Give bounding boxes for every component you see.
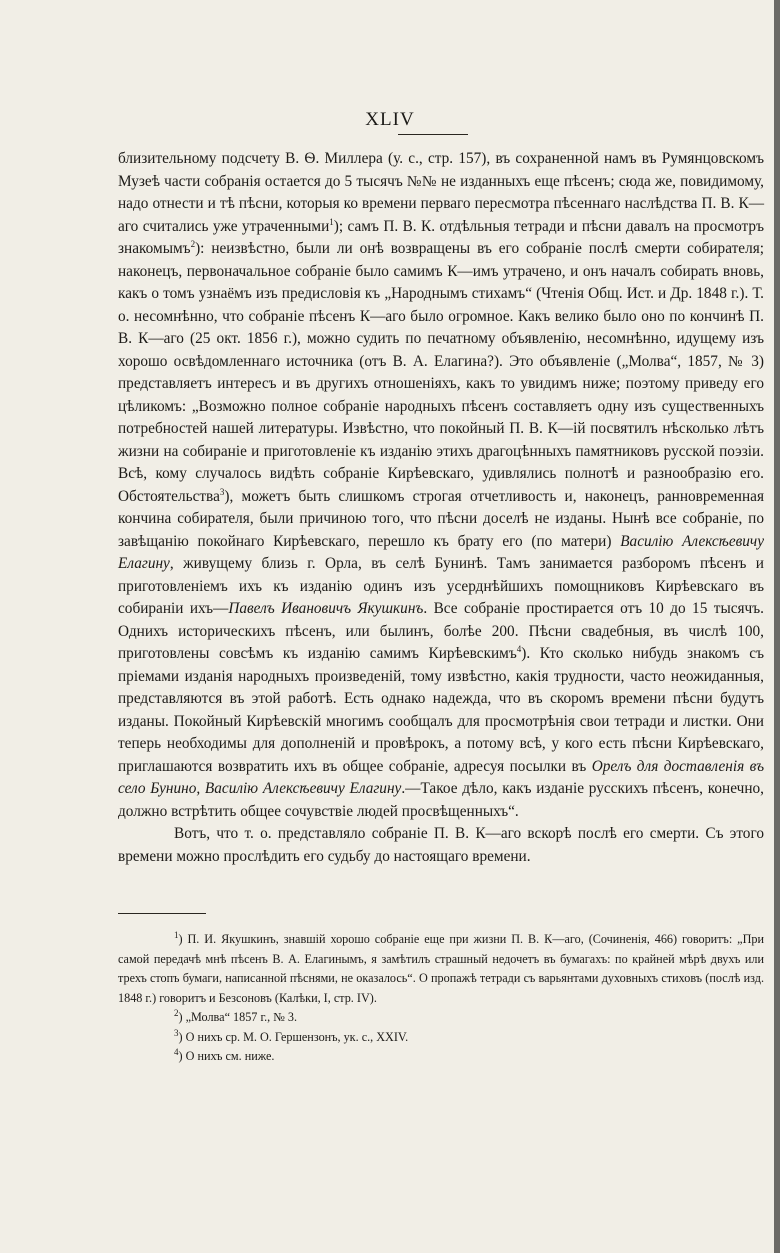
text-run: . Все собраніе простирается отъ 10 до 15 тысячъ. Однихъ историческихъ пѣсенъ, или былинъ, болѣе 200. Пѣсни свадебныя, въ числѣ 100, приготовлены совсѣмъ къ изданію самимъ Кирѣевскимъ — [118, 600, 764, 662]
text-run: близительному подсчету В. Ѳ. Миллера (у. с., стр. 157), въ сохраненной намъ въ Румянцовскомъ Музеѣ части собранія остается до 5 тысячъ №№ не изданныхъ еще пѣсенъ; сюда же, повидимому, надо отнести и тѣ пѣсни, которыя ко времени перваго пересмотра пѣсеннаго наслѣдства П. В. К—аго считались уже утраченными — [118, 150, 764, 235]
page-number: XLIV — [365, 109, 415, 130]
footnote-3 — [118, 1028, 764, 1048]
text-run: Вотъ, что т. о. представляло собраніе П. В. К—аго вскорѣ послѣ его смерти. Съ этого времени можно прослѣдить его судьбу до настоящаго времени. — [118, 825, 764, 865]
italic-name: Орелъ для доставленія въ село Бунино, Василію Алексѣевичу Елагину — [118, 757, 765, 797]
footnote-1-mark: 1 — [174, 929, 179, 940]
footnote-ref: 2 — [190, 238, 196, 249]
paragraph-1 — [118, 148, 764, 823]
italic-name: Василію Алексѣевичу Елагину — [118, 532, 765, 572]
footnote-4-mark: 4 — [174, 1046, 179, 1057]
binding-edge — [774, 0, 780, 1253]
text-run: , живущему близь г. Орла, въ селѣ Бунинѣ. Тамъ занимается разборомъ пѣсенъ и приготовленіемъ ихъ къ изданію одинъ изъ усерднѣйшихъ помощниковъ Кирѣевскаго въ собираніи ихъ— — [118, 555, 764, 617]
text-run: .—Такое дѣло, какъ изданіе русскихъ пѣсенъ, конечно, должно встрѣтить общее сочувствіе людей просвѣщенныхъ“. — [118, 780, 764, 820]
footnote-2-mark: 2 — [174, 1007, 179, 1018]
footnote-ref: 1 — [329, 216, 334, 227]
footnote-3-mark: 3 — [174, 1027, 179, 1038]
text-run: ): неизвѣстно, были ли онѣ возвращены въ его собраніе послѣ смерти собирателя; наконецъ, первоначальное собраніе было самимъ К—имъ утрачено, и онъ началъ собирать вновь, какъ о томъ узнаёмъ изъ предисловія къ „Народнымъ стихамъ“ (Чтенія Общ. Ист. и Др. 1848 г.). Т. о. несомнѣнно, что собраніе пѣсенъ К—аго было огромное. Какъ велико было оно по кончинѣ П. В. К—аго (25 окт. 1856 г.), можно судить по печатному объявленію, несомнѣнно, идущему изъ хорошо освѣдомленнаго источника (отъ В. А. Елагина?). Это объявленіе („Молва“, 1857, № 3) представляетъ интересъ и въ другихъ отношеніяхъ, какъ то увидимъ ниже; поэтому приведу его цѣликомъ: „Возможно полное собраніе народныхъ пѣсенъ составляетъ одну изъ существенныхъ потребностей нашей литературы. Извѣстно, что покойный П. В. К—ій посвятилъ нѣсколько лѣтъ жизни на собираніе и приготовленіе къ изданію этихъ драгоцѣнныхъ памятниковъ русской поэзіи. Всѣ, кому случалось видѣть собраніе Кирѣевскаго, удивлялись полнотѣ и разнообразію его. Обстоятельства — [118, 240, 764, 505]
footnote-4 — [118, 1047, 764, 1067]
footnote-1-text: ) П. И. Якушкинъ, знавшій хорошо собраніе еще при жизни П. В. К—аго, (Сочиненія, 466) говоритъ: „При самой передачѣ мнѣ пѣсенъ В. А. Елагинымъ, я замѣтилъ страшный недочетъ въ бумагахъ: по крайней мѣрѣ двухъ или трехъ стопъ бумаги, написанной пѣснями, не оказалось“. О пропажѣ тетради съ варьянтами духовныхъ стиховъ (послѣ изд. 1848 г.) говоритъ и Безсоновъ (Калѣки, I, стр. IV). — [118, 932, 764, 1005]
footnote-2 — [118, 1008, 764, 1028]
paragraph-2 — [118, 823, 764, 868]
text-run: ), можетъ быть слишкомъ строгая отчетливость и, наконецъ, ранновременная кончина собирателя, были причиною того, что пѣсни доселѣ не изданы. Нынѣ все собраніе, по завѣщанію покойнаго Кирѣевскаго, перешло къ брату его (по матери) — [118, 487, 764, 550]
footnote-separator — [118, 913, 206, 914]
text-run: ); самъ П. В. К. отдѣльныя тетради и пѣсни давалъ на просмотръ знакомымъ — [118, 217, 764, 257]
italic-name: Павелъ Ивановичъ Якушкинъ — [228, 600, 424, 617]
footnote-3-text: ) О нихъ ср. М. О. Гершензонъ, ук. с., XXIV. — [178, 1029, 409, 1044]
footnote-4-text: ) О нихъ см. ниже. — [178, 1049, 275, 1063]
text-run: ). Кто сколько нибудь знакомъ съ пріемами изданія народныхъ произведеній, тому извѣстно, какія трудности, часто неожиданныя, представляются въ этой работѣ. Есть однако надежда, что въ скоромъ времени пѣсни будутъ изданы. Покойный Кирѣевскій многимъ сообщалъ для просмотрѣнія свои тетради и листки. Они теперь необходимы для дополненій и провѣрокъ, а потому всѣ, у кого есть пѣсни Кирѣевскаго, приглашаются возвратить ихъ въ общее собраніе, адресуя посылки въ — [118, 645, 764, 775]
footnote-2-text: ) „Молва“ 1857 г., № 3. — [178, 1010, 298, 1024]
main-text — [118, 148, 764, 868]
footnote-1 — [118, 930, 764, 1008]
footnote-ref: 4 — [516, 643, 522, 654]
footnote-ref: 3 — [219, 486, 225, 497]
header-rule — [398, 134, 468, 135]
footnotes — [118, 930, 764, 1067]
